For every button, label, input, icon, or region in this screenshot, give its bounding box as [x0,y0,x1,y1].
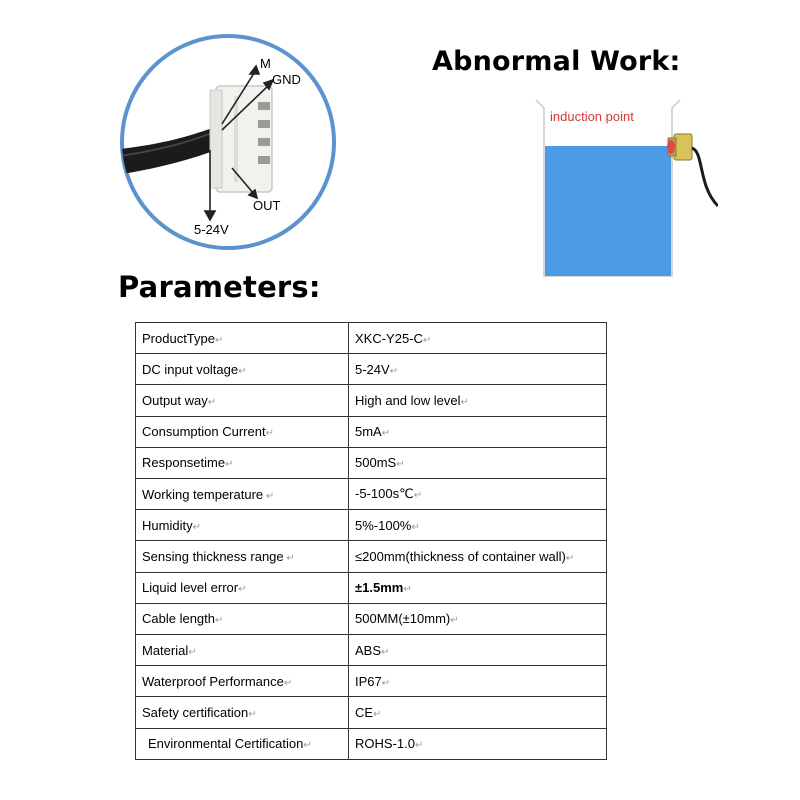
table-row [136,666,607,697]
table-row [136,572,607,603]
label-gnd: GND [272,72,301,87]
param-key: Safety certification↵ [136,697,349,728]
table-row [136,510,607,541]
param-key: DC input voltage↵ [136,354,349,385]
table-row [136,728,607,759]
parameters-heading: Parameters: [118,270,321,304]
table-row [136,323,607,354]
parameters-table [135,322,607,760]
param-key: Liquid level error↵ [136,572,349,603]
abnormal-work-heading: Abnormal Work: [432,46,681,77]
param-value: ≤200mm(thickness of container wall)↵ [349,541,607,572]
param-key: Output way↵ [136,385,349,416]
table-row [136,479,607,510]
table-row [136,603,607,634]
param-key: Responsetime↵ [136,447,349,478]
connector-illustration [110,30,350,260]
param-value: XKC-Y25-C↵ [349,323,607,354]
connector-diagram [110,30,350,260]
param-value: 500mS↵ [349,447,607,478]
param-value: ROHS-1.0↵ [349,728,607,759]
param-value: 5mA↵ [349,416,607,447]
induction-point-marker [667,140,675,154]
induction-point-label: induction point [550,109,634,124]
table-row [136,635,607,666]
table-row [136,541,607,572]
table-row [136,697,607,728]
param-key: Cable length↵ [136,603,349,634]
table-row [136,447,607,478]
table-row [136,385,607,416]
label-m: M [260,56,271,71]
param-key: Sensing thickness range ↵ [136,541,349,572]
param-key: Working temperature ↵ [136,479,349,510]
param-value: -5-100s℃↵ [349,479,607,510]
param-value: 5-24V↵ [349,354,607,385]
param-value: IP67↵ [349,666,607,697]
table-row [136,416,607,447]
table-row [136,354,607,385]
param-value: 5%-100%↵ [349,510,607,541]
param-key: Humidity↵ [136,510,349,541]
liquid [545,146,671,276]
beaker-illustration [528,96,718,281]
beaker-diagram [528,96,718,281]
label-out: OUT [253,198,281,213]
param-key: ProductType↵ [136,323,349,354]
param-value: High and low level↵ [349,385,607,416]
sensor-body [674,134,692,160]
param-key: Material↵ [136,635,349,666]
label-power: 5-24V [194,222,229,237]
param-value: ABS↵ [349,635,607,666]
param-value: 500MM(±10mm)↵ [349,603,607,634]
param-key: Consumption Current↵ [136,416,349,447]
param-key: Environmental Certification↵ [136,728,349,759]
param-value: ±1.5mm↵ [349,572,607,603]
param-value: CE↵ [349,697,607,728]
sensor-cable [692,148,718,206]
param-key: Waterproof Performance↵ [136,666,349,697]
